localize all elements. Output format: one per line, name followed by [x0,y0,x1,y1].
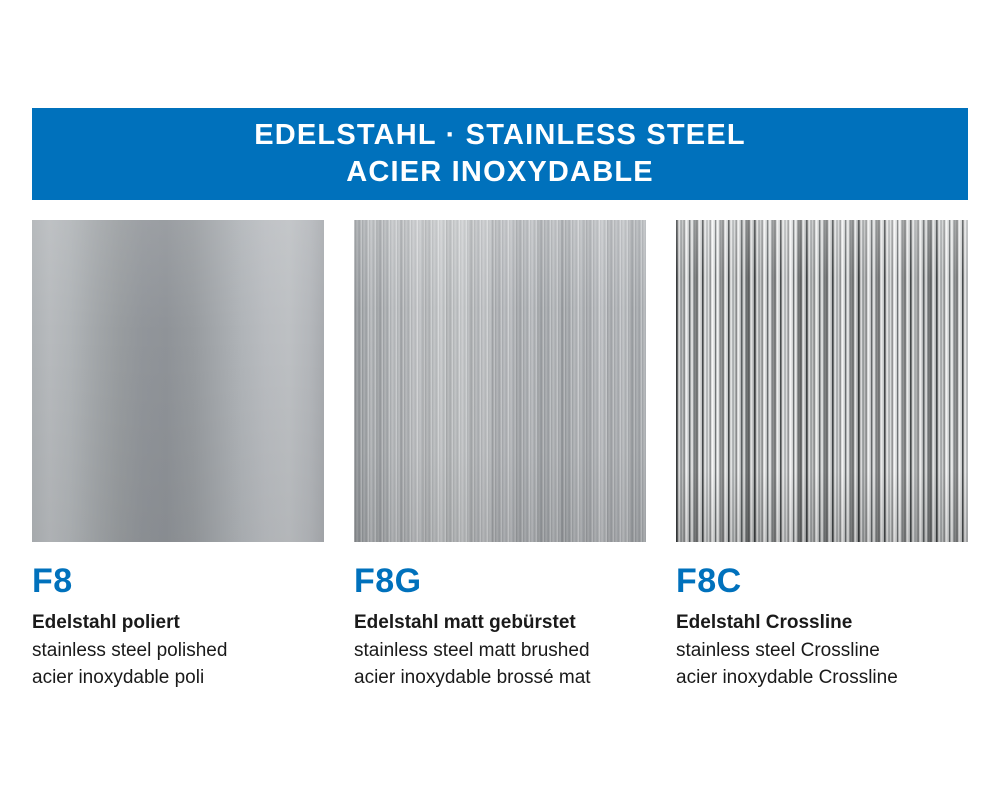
section-header-banner [32,108,968,200]
material-name-en: stainless steel Crossline [676,639,880,661]
header-title-line-2: ACIER INOXYDABLE [346,156,654,188]
stainless-steel-matt-brushed-swatch [354,220,646,542]
material-card-f8c [676,220,968,691]
material-card-f8g [354,220,646,691]
material-code: F8 [32,562,73,600]
material-name-de: Edelstahl Crossline [676,612,853,633]
stainless-steel-polished-swatch [32,220,324,542]
material-name-de: Edelstahl poliert [32,612,180,633]
material-name-fr: acier inoxydable brossé mat [354,666,591,688]
material-name-de: Edelstahl matt gebürstet [354,612,576,633]
material-grid [32,220,968,691]
material-card-f8 [32,220,324,691]
material-name-en: stainless steel matt brushed [354,639,590,661]
material-code: F8G [354,562,422,600]
material-name-en: stainless steel polished [32,639,228,661]
material-name-fr: acier inoxydable Crossline [676,666,898,688]
material-name-fr: acier inoxydable poli [32,666,205,688]
stainless-steel-crossline-swatch [676,220,968,542]
header-title-line-1: EDELSTAHL · STAINLESS STEEL [254,119,746,152]
material-code: F8C [676,562,742,600]
